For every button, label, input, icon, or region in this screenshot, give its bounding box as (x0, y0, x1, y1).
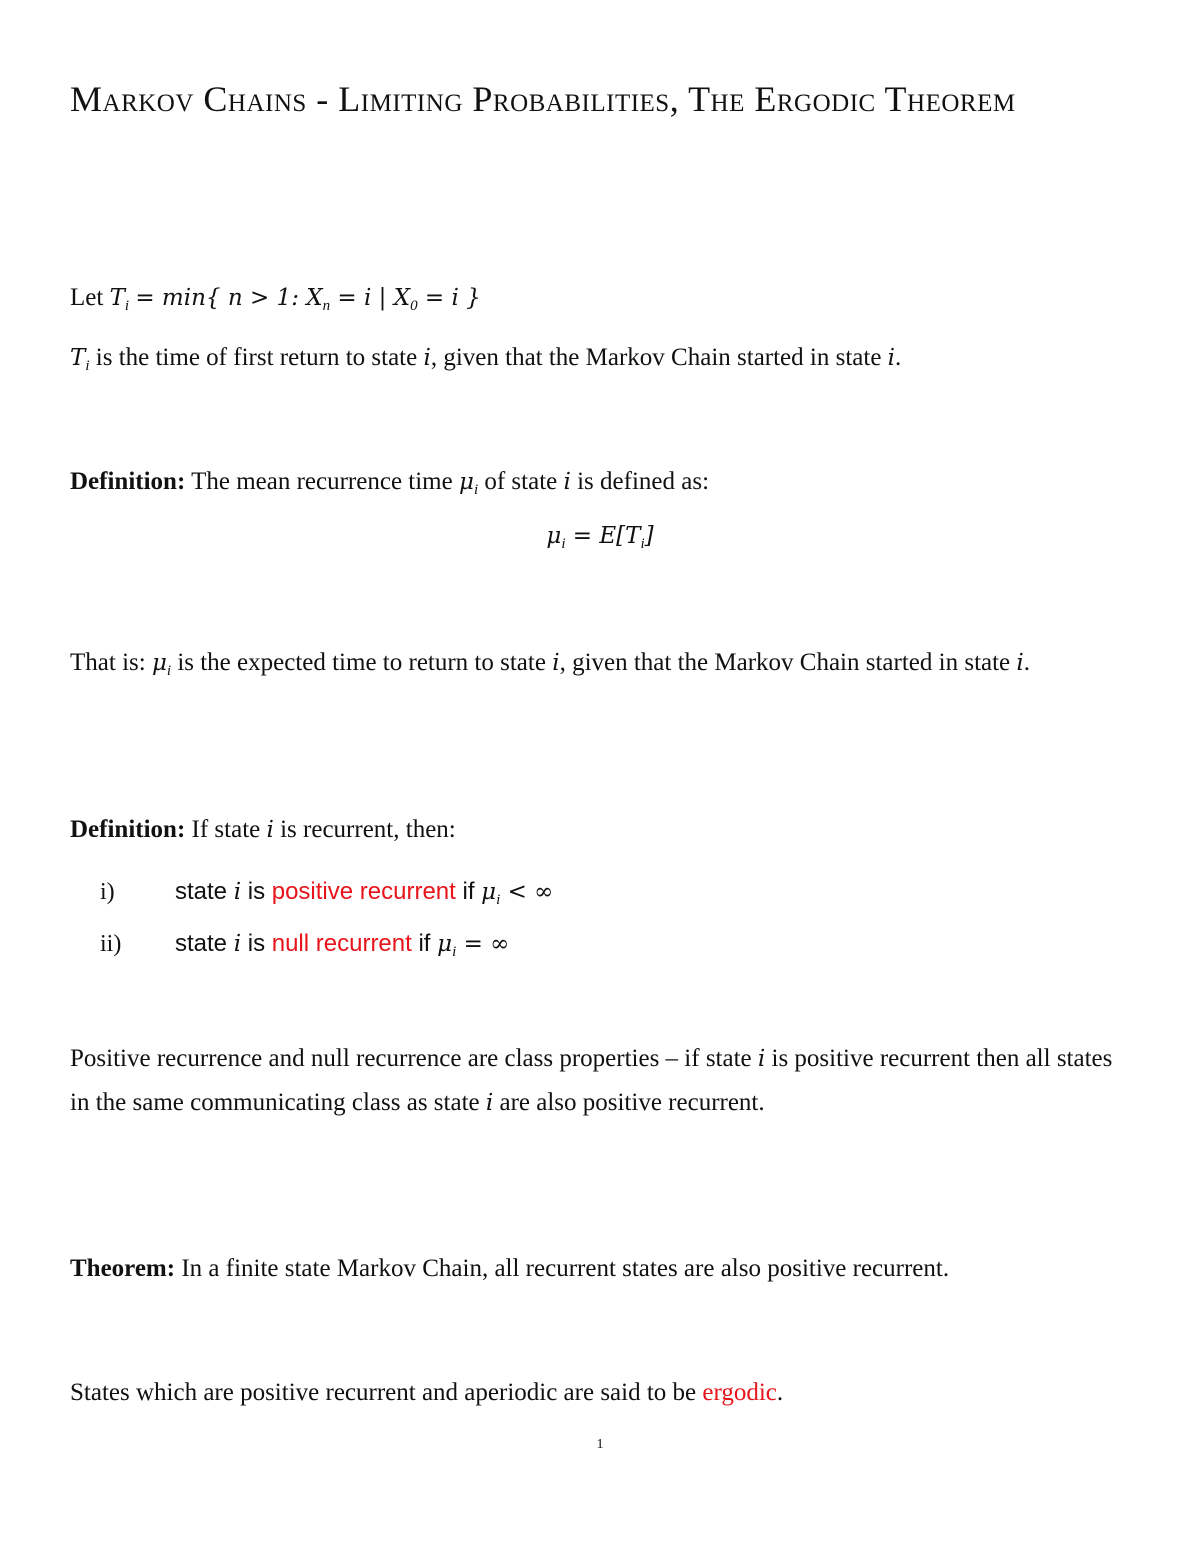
t-description: $T_i$ is the time of first return to state i, given that the Markov Chain started in state i. (70, 344, 902, 374)
ergodic-definition: States which are positive recurrent and aperiodic are said to be ergodic. (70, 1379, 784, 1406)
page-number: 1 (596, 1437, 604, 1452)
definition-recurrent: Definition: If state i is recurrent, then: (70, 816, 456, 843)
list-item: i) state i is positive recurrent if $\mu_i$ < ∞ (100, 878, 554, 908)
list-item: ii) state i is null recurrent if $\mu_i$ = ∞ (100, 930, 510, 960)
definition-mean-recurrence: Definition: The mean recurrence time $\mu_i$ of state i is defined as: (70, 468, 710, 498)
page-title: Markov Chains - Limiting Probabilities, The Ergodic Theorem (70, 79, 1016, 119)
that-is-paragraph: That is: $\mu_i$ is the expected time to return to state i, given that the Markov Chain started in state i. (70, 649, 1031, 679)
theorem: Theorem: In a finite state Markov Chain, all recurrent states are also positive recurrent. (70, 1255, 950, 1282)
mean-recurrence-formula: $\mu_i = E[T_i]$ (546, 523, 654, 552)
definition-of-t: Let $T_i = \min${ n > 1: $X_n = i$ | $X_0 = i$ } (70, 284, 481, 314)
class-properties-paragraph: Positive recurrence and null recurrence are class properties – if state i is positive recurrent then all states in the same communicating class as state i are also positive recurrent. (70, 1045, 1113, 1116)
recurrence-list (100, 870, 1100, 974)
